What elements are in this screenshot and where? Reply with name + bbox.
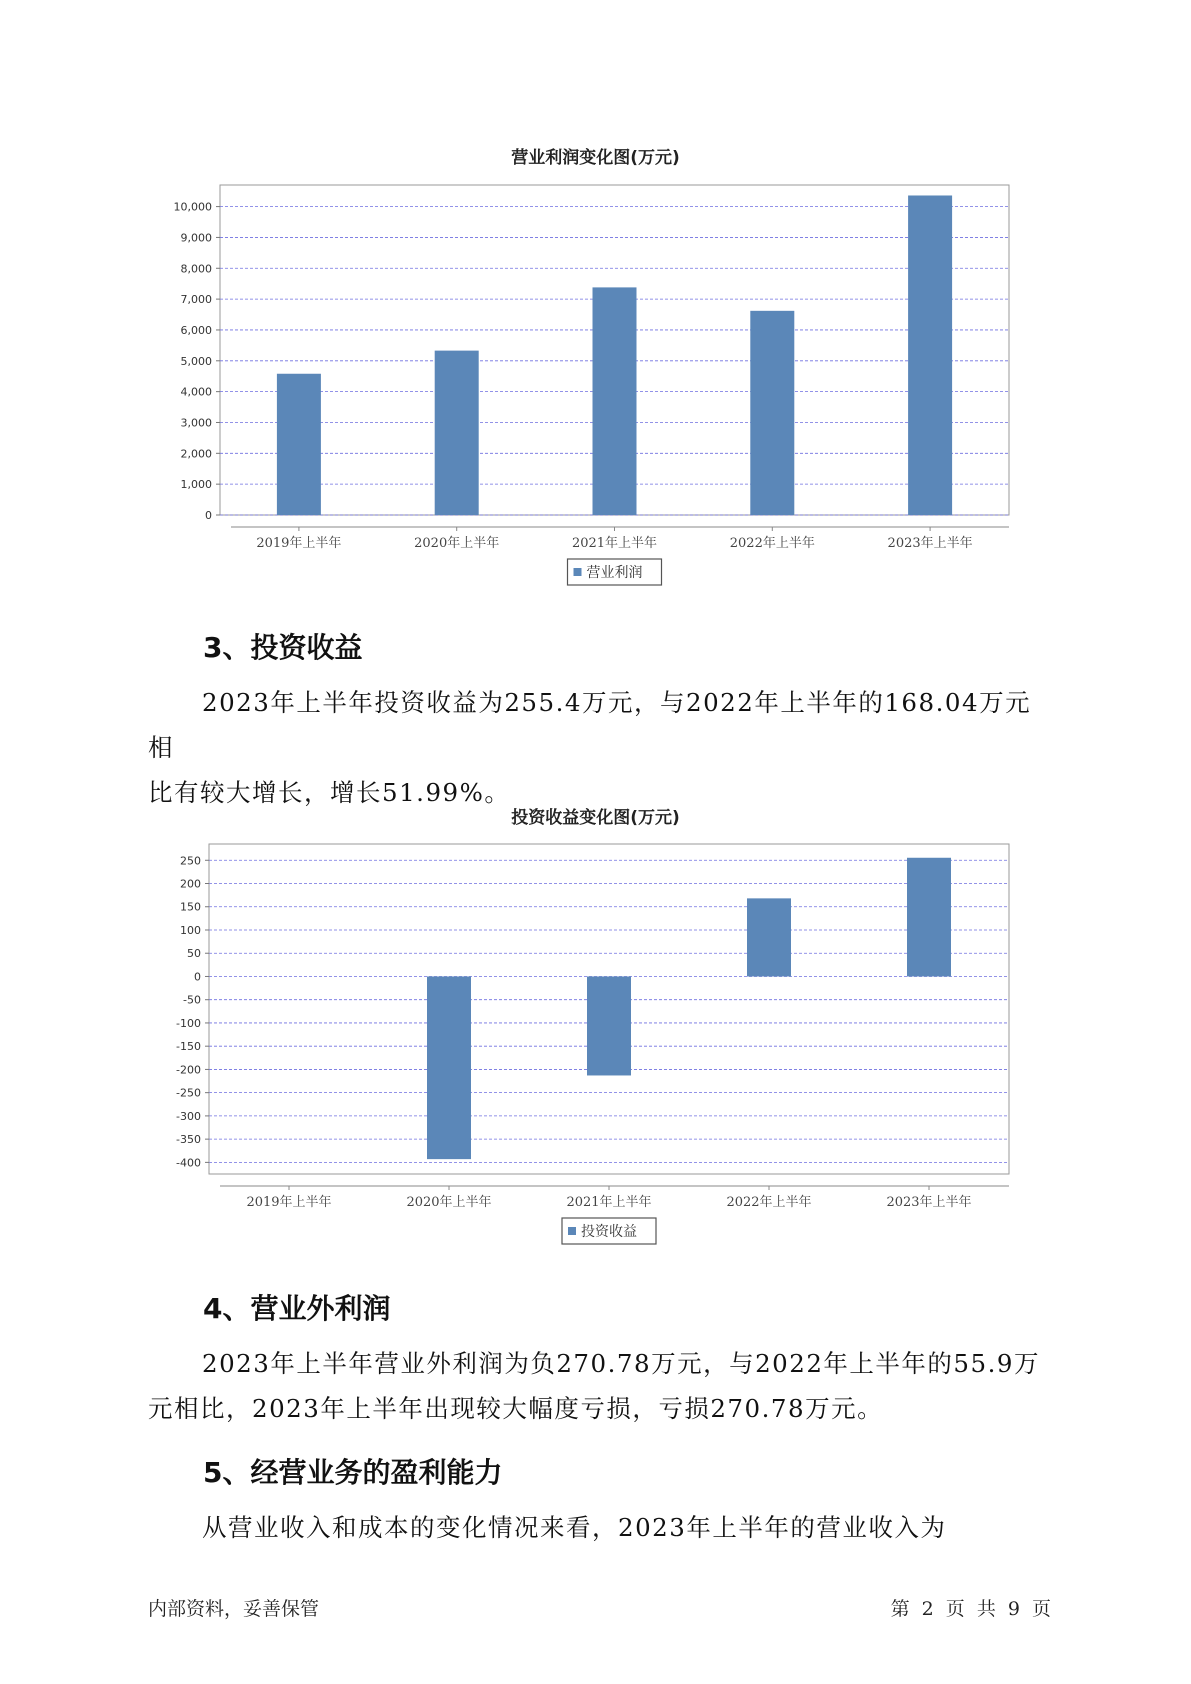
legend-swatch	[568, 1227, 576, 1235]
y-tick-label: 9,000	[180, 231, 212, 245]
x-tick-label: 2019年上半年	[246, 1195, 332, 1210]
y-tick-label: 4,000	[180, 385, 212, 399]
section-heading-profitability: 5、经营业务的盈利能力	[203, 1456, 503, 1489]
y-tick-label: 2,000	[180, 447, 212, 461]
bar	[750, 311, 794, 515]
x-tick-label: 2022年上半年	[729, 536, 815, 551]
legend-label: 营业利润	[586, 565, 643, 581]
y-tick-label: -400	[176, 1156, 201, 1170]
paragraph-line: 从营业收入和成本的变化情况来看，2023年上半年的营业收入为	[202, 1513, 947, 1542]
y-tick-label: 0	[194, 970, 201, 984]
x-tick-label: 2023年上半年	[887, 536, 973, 551]
legend-label: 投资收益	[581, 1224, 637, 1240]
y-tick-label: 200	[180, 877, 201, 891]
section-heading-investment-income: 3、投资收益	[203, 631, 363, 664]
y-tick-label: 150	[180, 900, 201, 914]
y-tick-label: 100	[180, 923, 201, 937]
legend-swatch	[574, 568, 582, 576]
chart-title-investment-income: 投资收益变化图(万元)	[511, 808, 680, 828]
paragraph-line: 2023年上半年投资收益为255.4万元，与2022年上半年的168.04万元相	[148, 688, 1032, 762]
paragraph-non-operating-profit	[148, 1341, 1048, 1431]
bar	[435, 351, 479, 515]
y-tick-label: -50	[183, 993, 201, 1007]
y-tick-label: -350	[176, 1133, 201, 1147]
y-tick-label: 6,000	[180, 323, 212, 337]
paragraph-investment-income	[148, 680, 1048, 815]
x-tick-label: 2020年上半年	[414, 536, 500, 551]
bar	[427, 976, 471, 1159]
section-heading-non-operating-profit: 4、营业外利润	[203, 1292, 391, 1325]
investment-income-bar-chart	[0, 820, 1191, 1250]
bar	[277, 374, 321, 515]
paragraph-line: 元相比，2023年上半年出现较大幅度亏损，亏损270.78万元。	[148, 1394, 884, 1423]
legend	[568, 559, 662, 585]
x-tick-label: 2021年上半年	[571, 536, 658, 551]
footer-page-number: 第 2 页 共 9 页	[890, 1598, 1051, 1620]
paragraph-profitability	[148, 1505, 1048, 1550]
y-tick-label: -300	[176, 1109, 201, 1123]
operating-profit-bar-chart	[0, 0, 1191, 600]
x-tick-label: 2020年上半年	[406, 1195, 492, 1210]
footer-confidential-note: 内部资料，妥善保管	[148, 1598, 320, 1620]
y-tick-label: 10,000	[173, 200, 212, 214]
x-tick-label: 2022年上半年	[726, 1195, 812, 1210]
y-tick-label: 250	[180, 854, 201, 868]
y-tick-label: 50	[187, 947, 201, 961]
y-tick-label: 3,000	[180, 416, 212, 430]
bar	[908, 195, 952, 515]
paragraph-line: 比有较大增长，增长51.99%。	[148, 778, 511, 807]
y-tick-label: 1,000	[180, 478, 212, 492]
x-tick-label: 2023年上半年	[886, 1195, 972, 1210]
y-tick-label: -150	[176, 1040, 201, 1054]
y-tick-label: 8,000	[180, 262, 212, 276]
y-tick-label: -250	[176, 1086, 201, 1100]
y-tick-label: 7,000	[180, 293, 212, 307]
bar	[587, 976, 631, 1075]
y-tick-label: 5,000	[180, 354, 212, 368]
chart-title-operating-profit: 营业利润变化图(万元)	[511, 148, 680, 168]
legend	[562, 1218, 656, 1244]
bar	[593, 287, 637, 515]
bar	[747, 898, 791, 976]
bar	[907, 858, 951, 977]
y-tick-label: 0	[205, 509, 212, 522]
paragraph-line: 2023年上半年营业外利润为负270.78万元，与2022年上半年的55.9万	[202, 1349, 1040, 1378]
x-tick-label: 2019年上半年	[256, 536, 342, 551]
y-tick-label: -100	[176, 1016, 201, 1030]
x-tick-label: 2021年上半年	[566, 1195, 652, 1210]
y-tick-label: -200	[176, 1063, 201, 1077]
